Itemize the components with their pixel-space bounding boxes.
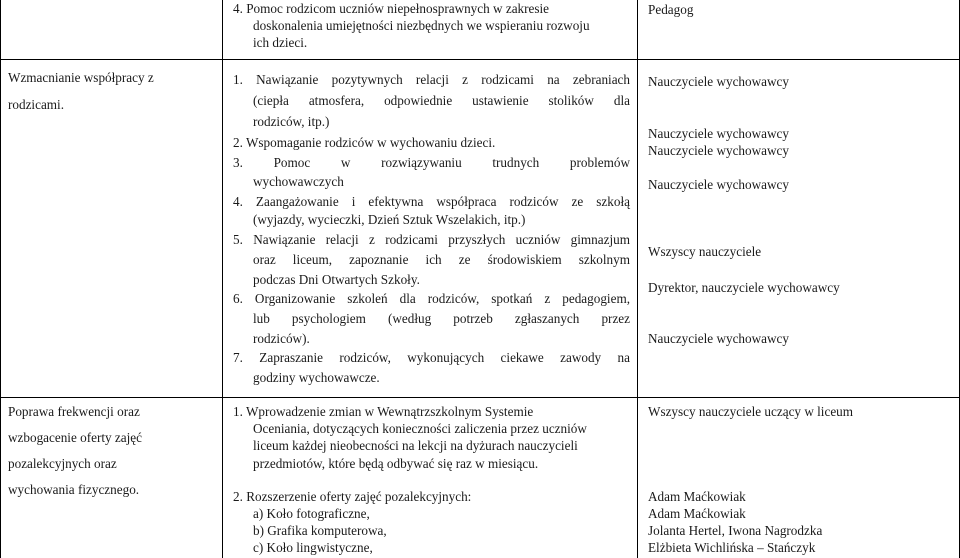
responsible2-5: Elżbieta Wichlińska – Stańczyk [648, 540, 816, 555]
goal-cooperation-line2: rodzicami. [8, 97, 65, 112]
task2-2-item-b: b) Grafika komputerowa, [253, 523, 387, 538]
goal-cooperation-line1: Wzmacnianie współpracy z [8, 70, 154, 85]
responsible-2: Nauczyciele wychowawcy [648, 126, 789, 141]
task2-1-line2: Oceniania, dotyczących konieczności zaliczenia przez uczniów [253, 421, 587, 436]
task-7-line1: 7. Zapraszanie rodziców, wykonujących ciekawe zawody na [233, 350, 630, 365]
task-3-line1: 3. Pomoc w rozwiązywaniu trudnych problemów [233, 155, 630, 170]
task-7-line2: godziny wychowawcze. [253, 370, 380, 385]
column-divider-1 [222, 0, 223, 558]
responsible2-4: Jolanta Hertel, Iwona Nagrodzka [648, 523, 823, 538]
task-1-line2: (ciepła atmosfera, odpowiednie ustawienie stolików dla [253, 93, 630, 108]
responsible-7: Nauczyciele wychowawcy [648, 331, 789, 346]
task-5-line3: podczas Dni Otwartych Szkoły. [253, 272, 420, 287]
responsible2-3: Adam Maćkowiak [648, 506, 746, 521]
task-3-line2: wychowawczych [253, 174, 344, 189]
task2-1-line3: liceum każdej nieobecności na lekcji na dyżurach nauczycieli [253, 438, 578, 453]
task-2: 2. Wspomaganie rodziców w wychowaniu dzieci. [233, 135, 496, 150]
responsible-1: Nauczyciele wychowawcy [648, 74, 789, 89]
row-divider-2 [0, 397, 960, 398]
task2-2-item-a: a) Koło fotograficzne, [253, 506, 370, 521]
goal-attendance-line4: wychowania fizycznego. [8, 482, 140, 497]
task2-1-line1: 1. Wprowadzenie zmian w Wewnątrzszkolnym Systemie [233, 404, 534, 419]
task-4-line2: (wyjazdy, wycieczki, Dzień Sztuk Wszelakich, itp.) [253, 212, 526, 227]
responsible-3: Nauczyciele wychowawcy [648, 143, 789, 158]
responsible-4: Nauczyciele wychowawcy [648, 177, 789, 192]
goal-attendance-line3: pozalekcyjnych oraz [8, 456, 117, 471]
row-divider-1 [0, 59, 960, 60]
responsible-6: Dyrektor, nauczyciele wychowawcy [648, 280, 840, 295]
task-6-line2: lub psychologiem (według potrzeb zgłaszanych przez [253, 311, 630, 326]
row0-item4-line3: ich dzieci. [253, 35, 308, 50]
task2-2-item-c: c) Koło lingwistyczne, [253, 540, 373, 555]
task-1-line3: rodziców, itp.) [253, 114, 330, 129]
responsible2-1: Wszyscy nauczyciele uczący w liceum [648, 404, 854, 419]
task-4-line1: 4. Zaangażowanie i efektywna współpraca rodziców ze szkołą [233, 194, 630, 209]
task-6-line3: rodziców). [253, 331, 310, 346]
task-1-line1: 1. Nawiązanie pozytywnych relacji z rodzicami na zebraniach [233, 72, 630, 87]
task-5-line1: 5. Nawiązanie relacji z rodzicami przyszłych uczniów gimnazjum [233, 232, 630, 247]
table-border-left [0, 0, 1, 558]
task-6-line1: 6. Organizowanie szkoleń dla rodziców, spotkań z pedagogiem, [233, 291, 630, 306]
row0-item4-line1: 4. Pomoc rodzicom uczniów niepełnosprawnych w zakresie [233, 1, 550, 16]
row0-responsible: Pedagog [648, 2, 694, 17]
goal-attendance-line1: Poprawa frekwencji oraz [8, 404, 140, 419]
task-5-line2: oraz liceum, zapoznanie ich ze środowiskiem szkolnym [253, 252, 630, 267]
goal-attendance-line2: wzbogacenie oferty zajęć [8, 430, 142, 445]
responsible2-2: Adam Maćkowiak [648, 489, 746, 504]
column-divider-2 [637, 0, 638, 558]
responsible-5: Wszyscy nauczyciele [648, 244, 762, 259]
task2-1-line4: przedmiotów, które będą odbywać się raz w miesiącu. [253, 456, 539, 471]
row0-item4-line2: doskonalenia umiejętności niezbędnych we wspieraniu rozwoju [253, 18, 590, 33]
task2-2-heading: 2. Rozszerzenie oferty zajęć pozalekcyjnych: [233, 489, 472, 504]
